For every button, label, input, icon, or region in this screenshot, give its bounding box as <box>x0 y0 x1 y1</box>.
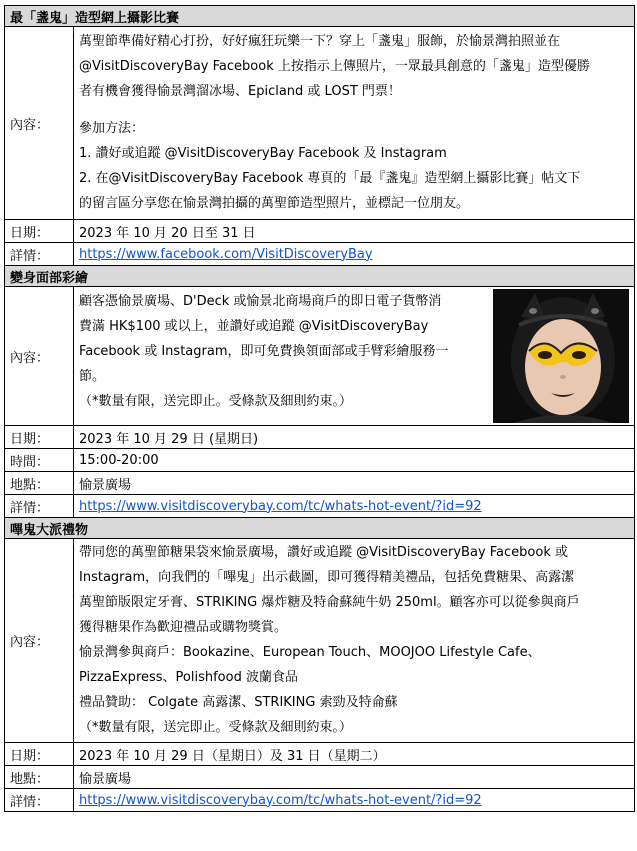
date-label: 日期： <box>5 426 74 449</box>
date-value: 2023 年 10 月 29 日 (星期日) <box>74 426 635 449</box>
date-label: 日期： <box>5 743 74 766</box>
content-cell <box>74 27 635 220</box>
details-link[interactable]: https://www.visitdiscoverybay.com/tc/whats-hot-event/?id=92 <box>79 498 482 514</box>
content-line: 者有機會獲得愉景灣溜冰場、Epicland 或 LOST 門票！ <box>79 84 401 99</box>
content-line: 顧客憑愉景廣場、D'Deck 或愉景北商場商戶的即日電子貨幣消 <box>79 294 442 309</box>
venue-value: 愉景廣場 <box>74 472 635 495</box>
time-row <box>5 449 635 472</box>
how-to-line: 1. 讚好或追蹤 @VisitDiscoveryBay Facebook 及 Instagram <box>79 146 447 161</box>
content-row <box>5 539 635 743</box>
content-line: （*數量有限，送完即止。受條款及細則約束。） <box>79 720 353 735</box>
venue-row <box>5 766 635 789</box>
date-row <box>5 220 635 243</box>
content-line: Instagram，向我們的「嗶鬼」出示截圖，即可獲得精美禮品，包括免費糖果、高露潔 <box>79 570 575 585</box>
date-label: 日期： <box>5 220 74 243</box>
content-cell <box>74 539 635 743</box>
details-row <box>5 495 635 518</box>
venue-value: 愉景廣場 <box>74 766 635 789</box>
date-row <box>5 426 635 449</box>
content-line: @VisitDiscoveryBay Facebook 上按指示上傳照片，一眾最具創意的「盞鬼」造型優勝 <box>79 59 590 74</box>
content-line: 愉景灣參與商戶：Bookazine、European Touch、MOOJOO Lifestyle Cafe、 <box>79 645 541 660</box>
face-paint-photo <box>493 289 629 423</box>
details-label: 詳情： <box>5 243 74 266</box>
how-to-line: 的留言區分享您在愉景灣拍攝的萬聖節造型照片，並標記一位朋友。 <box>79 196 470 211</box>
content-label: 內容： <box>5 27 74 220</box>
venue-row <box>5 472 635 495</box>
content-line: Facebook 或 Instagram，即可免費換領面部或手臂彩繪服務一 <box>79 344 449 359</box>
content-line: 節。 <box>79 369 106 384</box>
how-to-line: 參加方法： <box>79 121 145 136</box>
section-title: 最「盞鬼」造型網上攝影比賽 <box>5 6 635 27</box>
date-value: 2023 年 10 月 29 日（星期日）及 31 日（星期二） <box>74 743 635 766</box>
content-row <box>5 287 635 426</box>
venue-label: 地點： <box>5 766 74 789</box>
content-line: 禮品贊助： Colgate 高露潔、STRIKING 索勁及特侖蘇 <box>79 695 398 710</box>
time-value: 15:00-20:00 <box>74 449 635 472</box>
details-label: 詳情： <box>5 789 74 812</box>
section-header <box>5 6 635 27</box>
content-line: 獲得糖果作為歡迎禮品或購物獎賞。 <box>79 620 288 635</box>
content-label: 內容： <box>5 287 74 426</box>
content-line: PizzaExpress、Polishfood 波蘭食品 <box>79 670 298 685</box>
content-line: 費滿 HK$100 或以上，並讚好或追蹤 @VisitDiscoveryBay <box>79 319 429 334</box>
content-row <box>5 27 635 220</box>
content-line: 帶同您的萬聖節糖果袋來愉景廣場，讚好或追蹤 @VisitDiscoveryBay Facebook 或 <box>79 545 568 560</box>
details-label: 詳情： <box>5 495 74 518</box>
how-to-line: 2. 在@VisitDiscoveryBay Facebook 專頁的「最『盞鬼』造型網上攝影比賽」帖文下 <box>79 171 581 186</box>
content-line: 萬聖節版限定牙膏、STRIKING 爆炸糖及特侖蘇純牛奶 250ml。顧客亦可以從參與商戶 <box>79 595 580 610</box>
date-value: 2023 年 10 月 20 日至 31 日 <box>74 220 635 243</box>
content-line: 萬聖節準備好精心打扮，好好瘋狂玩樂一下？穿上「盞鬼」服飾，於愉景灣拍照並在 <box>79 34 561 49</box>
details-link[interactable]: https://www.facebook.com/VisitDiscoveryBay <box>79 246 373 262</box>
event-table <box>4 5 635 812</box>
content-line: （*數量有限，送完即止。受條款及細則約束。） <box>79 394 353 409</box>
venue-label: 地點： <box>5 472 74 495</box>
content-cell <box>74 287 635 426</box>
section-title: 嗶鬼大派禮物 <box>5 518 635 539</box>
section-header <box>5 266 635 287</box>
section-header <box>5 518 635 539</box>
time-label: 時間： <box>5 449 74 472</box>
content-label: 內容： <box>5 539 74 743</box>
date-row <box>5 743 635 766</box>
details-row <box>5 243 635 266</box>
section-title: 變身面部彩繪 <box>5 266 635 287</box>
details-row <box>5 789 635 812</box>
details-link[interactable]: https://www.visitdiscoverybay.com/tc/whats-hot-event/?id=92 <box>79 792 482 808</box>
